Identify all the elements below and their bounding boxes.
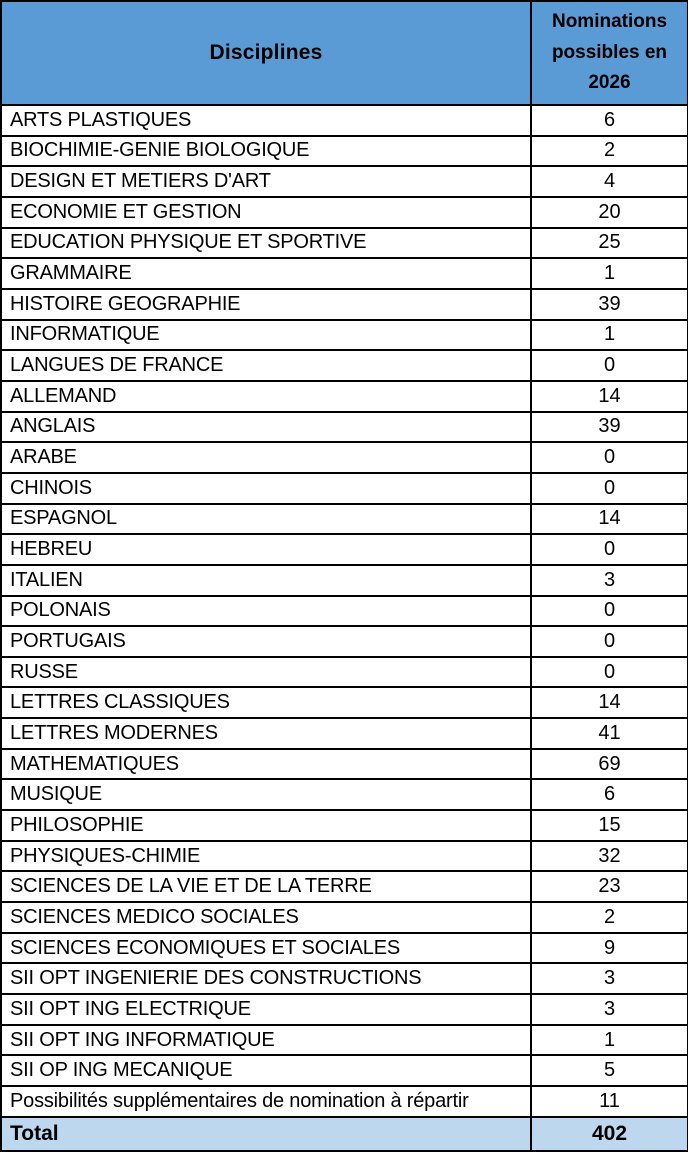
discipline-cell: PHYSIQUES-CHIMIE xyxy=(1,841,531,872)
value-cell: 14 xyxy=(531,687,688,718)
discipline-cell: MATHEMATIQUES xyxy=(1,749,531,780)
table-row xyxy=(1,350,688,381)
table-row xyxy=(1,534,688,565)
discipline-cell: EDUCATION PHYSIQUE ET SPORTIVE xyxy=(1,228,531,259)
table-row xyxy=(1,963,688,994)
discipline-cell: SCIENCES MEDICO SOCIALES xyxy=(1,902,531,933)
total-row xyxy=(1,1117,688,1151)
table-row xyxy=(1,197,688,228)
discipline-cell: DESIGN ET METIERS D'ART xyxy=(1,166,531,197)
discipline-cell: LETTRES CLASSIQUES xyxy=(1,687,531,718)
table-row xyxy=(1,504,688,535)
discipline-cell: SII OP ING MECANIQUE xyxy=(1,1055,531,1086)
table-row xyxy=(1,718,688,749)
table-row xyxy=(1,105,688,136)
value-cell: 6 xyxy=(531,779,688,810)
discipline-cell: SCIENCES DE LA VIE ET DE LA TERRE xyxy=(1,871,531,902)
value-cell: 39 xyxy=(531,289,688,320)
discipline-cell: POLONAIS xyxy=(1,596,531,627)
table-row xyxy=(1,1055,688,1086)
value-cell: 14 xyxy=(531,504,688,535)
value-cell: 0 xyxy=(531,657,688,688)
discipline-cell: SCIENCES ECONOMIQUES ET SOCIALES xyxy=(1,933,531,964)
discipline-cell: MUSIQUE xyxy=(1,779,531,810)
value-cell: 6 xyxy=(531,105,688,136)
value-cell: 23 xyxy=(531,871,688,902)
table-row xyxy=(1,902,688,933)
header-row xyxy=(1,1,688,105)
discipline-cell: Possibilités supplémentaires de nomination à répartir xyxy=(1,1086,531,1117)
table-row xyxy=(1,779,688,810)
value-cell: 1 xyxy=(531,1025,688,1056)
table-row xyxy=(1,933,688,964)
table-row xyxy=(1,810,688,841)
discipline-cell: ESPAGNOL xyxy=(1,504,531,535)
value-cell: 41 xyxy=(531,718,688,749)
table-row xyxy=(1,871,688,902)
value-cell: 69 xyxy=(531,749,688,780)
discipline-cell: SII OPT INGENIERIE DES CONSTRUCTIONS xyxy=(1,963,531,994)
table-row xyxy=(1,289,688,320)
value-cell: 3 xyxy=(531,994,688,1025)
table-row xyxy=(1,258,688,289)
total-label-cell: Total xyxy=(1,1117,531,1151)
value-cell: 15 xyxy=(531,810,688,841)
discipline-cell: SII OPT ING ELECTRIQUE xyxy=(1,994,531,1025)
discipline-cell: SII OPT ING INFORMATIQUE xyxy=(1,1025,531,1056)
discipline-cell: ARTS PLASTIQUES xyxy=(1,105,531,136)
table-row xyxy=(1,841,688,872)
value-cell: 20 xyxy=(531,197,688,228)
table-row xyxy=(1,626,688,657)
discipline-cell: GRAMMAIRE xyxy=(1,258,531,289)
value-cell: 2 xyxy=(531,136,688,167)
discipline-cell: HISTOIRE GEOGRAPHIE xyxy=(1,289,531,320)
table-row xyxy=(1,166,688,197)
discipline-cell: PORTUGAIS xyxy=(1,626,531,657)
value-cell: 1 xyxy=(531,258,688,289)
value-cell: 3 xyxy=(531,565,688,596)
discipline-cell: CHINOIS xyxy=(1,473,531,504)
table-row xyxy=(1,596,688,627)
value-cell: 2 xyxy=(531,902,688,933)
table-row xyxy=(1,136,688,167)
discipline-cell: RUSSE xyxy=(1,657,531,688)
table-row xyxy=(1,1086,688,1117)
table-row xyxy=(1,657,688,688)
table-row xyxy=(1,565,688,596)
discipline-cell: ITALIEN xyxy=(1,565,531,596)
value-cell: 3 xyxy=(531,963,688,994)
value-cell: 0 xyxy=(531,534,688,565)
value-cell: 0 xyxy=(531,626,688,657)
table-body xyxy=(1,105,688,1117)
value-cell: 0 xyxy=(531,473,688,504)
discipline-cell: INFORMATIQUE xyxy=(1,320,531,351)
discipline-cell: BIOCHIMIE-GENIE BIOLOGIQUE xyxy=(1,136,531,167)
value-cell: 0 xyxy=(531,442,688,473)
discipline-cell: ARABE xyxy=(1,442,531,473)
table-row xyxy=(1,412,688,443)
discipline-cell: ALLEMAND xyxy=(1,381,531,412)
discipline-cell: LANGUES DE FRANCE xyxy=(1,350,531,381)
value-cell: 39 xyxy=(531,412,688,443)
value-cell: 9 xyxy=(531,933,688,964)
value-cell: 4 xyxy=(531,166,688,197)
value-cell: 32 xyxy=(531,841,688,872)
table-row xyxy=(1,749,688,780)
discipline-cell: HEBREU xyxy=(1,534,531,565)
discipline-cell: LETTRES MODERNES xyxy=(1,718,531,749)
discipline-cell: ECONOMIE ET GESTION xyxy=(1,197,531,228)
value-cell: 14 xyxy=(531,381,688,412)
column-header-disciplines: Disciplines xyxy=(1,1,531,105)
discipline-cell: ANGLAIS xyxy=(1,412,531,443)
table-row xyxy=(1,994,688,1025)
table-row xyxy=(1,381,688,412)
value-cell: 25 xyxy=(531,228,688,259)
total-value-cell: 402 xyxy=(531,1117,688,1151)
column-header-nominations: Nominations possibles en 2026 xyxy=(531,1,688,105)
value-cell: 1 xyxy=(531,320,688,351)
value-cell: 0 xyxy=(531,350,688,381)
value-cell: 5 xyxy=(531,1055,688,1086)
table-row xyxy=(1,687,688,718)
table-row xyxy=(1,320,688,351)
table-row xyxy=(1,1025,688,1056)
table-row xyxy=(1,473,688,504)
value-cell: 0 xyxy=(531,596,688,627)
table-row xyxy=(1,228,688,259)
discipline-cell: PHILOSOPHIE xyxy=(1,810,531,841)
value-cell: 11 xyxy=(531,1086,688,1117)
table-row xyxy=(1,442,688,473)
